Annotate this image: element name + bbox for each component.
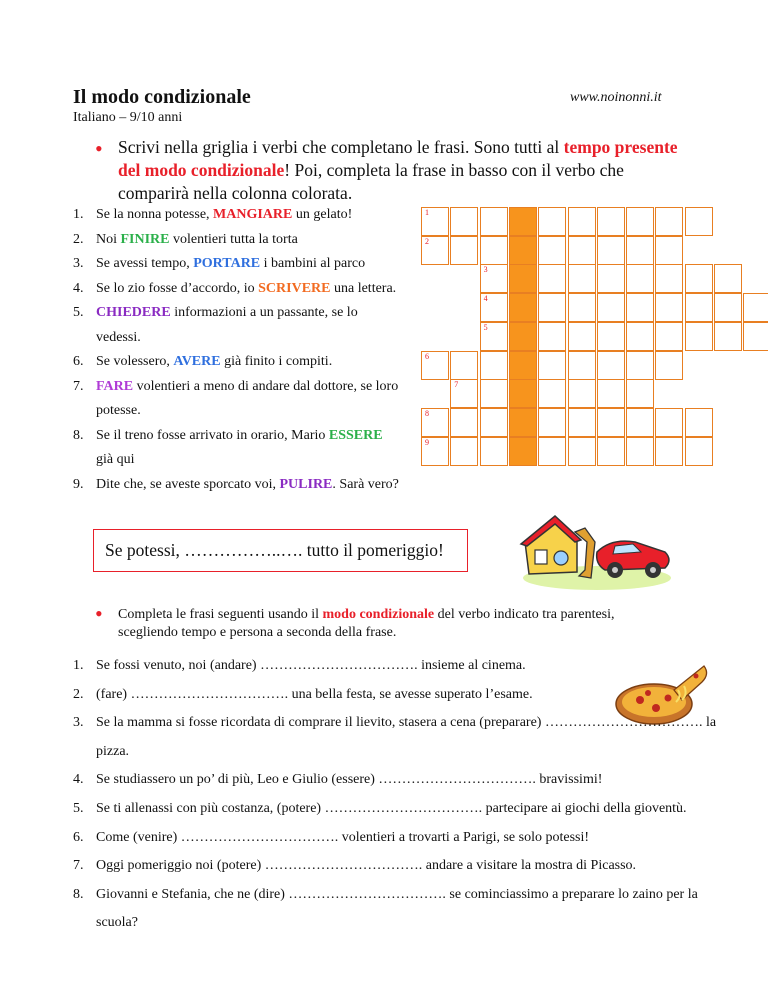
exercise-number: 4.	[73, 772, 84, 788]
grid-cell[interactable]	[626, 264, 654, 293]
grid-cell[interactable]	[626, 379, 654, 408]
clue-text	[96, 375, 403, 424]
grid-cell[interactable]	[626, 207, 654, 236]
grid-row-number: 4	[483, 294, 488, 304]
clue-post: un gelato!	[292, 207, 353, 222]
grid-cell[interactable]	[655, 293, 683, 322]
exercise-number: 8.	[73, 886, 84, 902]
clue-verb: CHIEDERE	[96, 305, 171, 320]
grid-cell[interactable]	[538, 293, 566, 322]
grid-cell[interactable]	[568, 322, 596, 351]
grid-cell[interactable]	[655, 264, 683, 293]
grid-cell[interactable]	[685, 408, 713, 437]
clue-pre: Dite che, se aveste sporcato voi,	[96, 476, 280, 492]
exercise-text: (fare) ……………………………. una bella festa, se avesse superato l’esame.	[96, 686, 533, 702]
clue-verb: AVERE	[173, 354, 221, 369]
exercise-text: Se la mamma si fosse ricordata di comprare il lievito, stasera a cena (preparare) ……………………………. la pizza.	[96, 715, 717, 759]
clue-number: 9.	[73, 476, 84, 492]
exercise-number: 1.	[73, 658, 84, 673]
bullet-icon: •	[95, 136, 103, 161]
grid-cell[interactable]	[597, 293, 625, 322]
grid-cell[interactable]	[568, 408, 596, 437]
grid-cell[interactable]	[685, 293, 713, 322]
clue-number: 7.	[73, 378, 84, 394]
grid-cell[interactable]	[685, 437, 713, 466]
clue-post: già finito i compiti.	[220, 354, 333, 369]
grid-cell[interactable]	[655, 437, 683, 466]
grid-cell[interactable]	[538, 351, 566, 380]
clue-pre: Se avessi tempo,	[96, 256, 194, 271]
grid-cell[interactable]	[597, 207, 625, 236]
instruction-2	[118, 606, 618, 642]
exercise-number: 5.	[73, 800, 84, 816]
grid-cell[interactable]	[450, 351, 478, 380]
grid-row-number: 2	[425, 236, 429, 246]
exercise-text: Se studiassero un po’ di più, Leo e Giulio (essere) ……………………………. bravissimi!	[96, 772, 603, 788]
toys-clipart-icon	[515, 512, 675, 592]
clue-number: 2.	[73, 231, 84, 247]
grid-cell[interactable]	[480, 379, 508, 408]
grid-cell[interactable]	[480, 236, 508, 265]
exercise-number: 3.	[73, 715, 84, 731]
clue-item	[73, 375, 403, 424]
clue-verb: PULIRE	[279, 476, 333, 492]
clue-post: già qui	[96, 452, 135, 467]
exercise-item	[73, 709, 723, 766]
clue-number: 4.	[73, 280, 84, 296]
exercise-item	[73, 681, 723, 710]
clue-verb: FINIRE	[120, 231, 170, 247]
clue-item	[73, 424, 403, 473]
grid-cell-highlight[interactable]	[509, 207, 537, 236]
clue-number: 6.	[73, 354, 84, 369]
clue-pre: Se il treno fosse arrivato in orario, Mario	[96, 427, 329, 443]
clue-item	[73, 350, 403, 375]
grid-cell[interactable]	[655, 207, 683, 236]
clue-text	[96, 228, 298, 253]
grid-row-number: 7	[454, 380, 459, 390]
clue-item	[73, 277, 403, 302]
grid-cell[interactable]	[568, 236, 596, 265]
exercise-item	[73, 852, 723, 881]
grid-cell[interactable]	[568, 264, 596, 293]
clue-item	[73, 228, 403, 253]
clue-post: volentieri a meno di andare dal dottore, se loro potesse.	[96, 378, 399, 418]
grid-cell[interactable]	[568, 293, 596, 322]
grid-cell[interactable]	[568, 437, 596, 466]
grid-cell[interactable]	[655, 408, 683, 437]
clue-pre: Se lo zio fosse d’accordo, io	[96, 280, 259, 296]
grid-cell[interactable]	[538, 207, 566, 236]
clue-number: 3.	[73, 256, 84, 271]
clue-verb: ESSERE	[328, 427, 383, 443]
clue-pre: Se volessero,	[96, 354, 174, 369]
grid-cell[interactable]	[480, 408, 508, 437]
grid-cell[interactable]	[538, 236, 566, 265]
exercise-item	[73, 824, 723, 853]
instruction-2-after: del verbo indicato tra parentesi, scegliendo tempo e persona a seconda della frase.	[118, 607, 615, 640]
grid-row-number: 1	[425, 208, 429, 217]
grid-row-number: 8	[425, 408, 429, 418]
exercise-text: Se ti allenassi con più costanza, (potere) ……………………………. partecipare ai giochi della gioventù.	[96, 800, 687, 816]
clue-text	[96, 350, 332, 375]
clue-text	[96, 473, 399, 498]
grid-cell[interactable]	[450, 236, 478, 265]
exercise-number: 2.	[73, 686, 84, 702]
exercise-text: Come (venire) ……………………………. volentieri a trovarti a Parigi, se solo potessi!	[96, 829, 590, 845]
clue-post: . Sarà vero?	[332, 476, 399, 492]
grid-cell[interactable]	[597, 322, 625, 351]
grid-cell[interactable]	[480, 207, 508, 236]
clue-verb: MANGIARE	[213, 207, 293, 222]
clue-item	[73, 473, 403, 498]
grid-cell[interactable]	[597, 351, 625, 380]
clue-text	[96, 301, 403, 350]
grid-cell[interactable]	[480, 351, 508, 380]
clue-list	[73, 203, 403, 497]
clue-text	[96, 203, 352, 228]
grid-cell[interactable]	[743, 293, 768, 322]
clue-item	[73, 203, 403, 228]
instruction-1-after: ! Poi, completa la frase in basso con il verbo che comparirà nella colonna colorata.	[118, 160, 624, 203]
grid-row-number: 9	[425, 437, 429, 447]
grid-cell-highlight[interactable]	[509, 437, 537, 466]
grid-cell-highlight[interactable]	[509, 264, 537, 293]
grid-cell[interactable]	[597, 379, 625, 408]
clue-number: 8.	[73, 427, 84, 443]
exercise-item	[73, 795, 723, 824]
grid-cell[interactable]	[538, 322, 566, 351]
clue-post: una lettera.	[330, 280, 397, 296]
instruction-1-before: Scrivi nella griglia i verbi che completano le frasi. Sono tutti al	[118, 137, 564, 157]
grid-cell[interactable]	[626, 408, 654, 437]
grid-cell[interactable]	[568, 207, 596, 236]
grid-cell[interactable]	[597, 408, 625, 437]
grid-cell[interactable]	[538, 437, 566, 466]
grid-cell[interactable]	[568, 379, 596, 408]
grid-cell[interactable]	[714, 264, 742, 293]
page-subtitle: Italiano – 9/10 anni	[73, 110, 183, 125]
grid-cell-highlight[interactable]	[509, 408, 537, 437]
bullet-icon: •	[95, 601, 103, 626]
clue-verb: PORTARE	[193, 256, 261, 271]
exercise-list	[73, 652, 723, 938]
clue-post: i bambini al parco	[260, 256, 366, 271]
clue-item	[73, 252, 403, 277]
grid-cell[interactable]	[568, 351, 596, 380]
page-title: Il modo condizionale	[73, 86, 251, 108]
clue-text	[96, 277, 396, 302]
clue-text	[96, 424, 403, 473]
instruction-1-highlight: tempo presente del modo condizionale	[118, 137, 678, 180]
clue-post: informazioni a un passante, se lo vedessi.	[96, 305, 358, 345]
grid-row-number: 6	[425, 351, 429, 361]
grid-cell-highlight[interactable]	[509, 379, 537, 408]
exercise-number: 7.	[73, 858, 84, 874]
exercise-text: Oggi pomeriggio noi (potere) ……………………………. andare a visitare la mostra di Picasso.	[96, 858, 637, 874]
instruction-1	[118, 136, 678, 205]
grid-cell[interactable]	[685, 322, 713, 351]
grid-cell[interactable]	[626, 293, 654, 322]
clue-number: 5.	[73, 305, 84, 320]
exercise-text: Se fossi venuto, noi (andare) ……………………………. insieme al cinema.	[96, 658, 526, 673]
instruction-2-before: Completa le frasi seguenti usando il	[118, 607, 323, 622]
grid-cell[interactable]	[450, 408, 478, 437]
grid-cell[interactable]	[714, 322, 742, 351]
grid-cell[interactable]	[538, 264, 566, 293]
grid-cell[interactable]	[450, 207, 478, 236]
grid-cell[interactable]	[597, 236, 625, 265]
instruction-2-highlight: modo condizionale	[322, 607, 435, 622]
site-url: www.noinonni.it	[570, 90, 662, 105]
grid-cell[interactable]	[685, 207, 713, 236]
grid-cell-highlight[interactable]	[509, 322, 537, 351]
grid-cell[interactable]	[626, 351, 654, 380]
grid-cell[interactable]	[655, 351, 683, 380]
exercise-item	[73, 881, 723, 938]
clue-item	[73, 301, 403, 350]
clue-pre: Se la nonna potesse,	[96, 207, 214, 222]
grid-cell[interactable]	[685, 264, 713, 293]
grid-cell-highlight[interactable]	[509, 293, 537, 322]
clue-text	[96, 252, 365, 277]
grid-cell-highlight[interactable]	[509, 351, 537, 380]
grid-cell[interactable]	[626, 437, 654, 466]
grid-cell[interactable]	[538, 408, 566, 437]
grid-cell[interactable]	[714, 293, 742, 322]
grid-cell[interactable]	[597, 264, 625, 293]
clue-pre: Noi	[96, 231, 121, 247]
clue-verb: SCRIVERE	[258, 280, 331, 296]
clue-verb: FARE	[96, 378, 134, 394]
exercise-item	[73, 652, 723, 681]
grid-cell[interactable]	[538, 379, 566, 408]
grid-cell[interactable]	[743, 322, 768, 351]
grid-cell[interactable]	[450, 437, 478, 466]
grid-row-number: 5	[483, 322, 488, 332]
clue-number: 1.	[73, 207, 84, 222]
exercise-number: 6.	[73, 829, 84, 845]
exercise-item	[73, 766, 723, 795]
grid-cell-highlight[interactable]	[509, 236, 537, 265]
answer-sentence-box: Se potessi, ……………..…. tutto il pomeriggio!	[93, 529, 468, 572]
grid-cell[interactable]	[626, 236, 654, 265]
clue-post: volentieri tutta la torta	[169, 231, 298, 247]
grid-cell[interactable]	[626, 322, 654, 351]
exercise-text: Giovanni e Stefania, che ne (dire) ……………………………. se cominciassimo a preparare lo zaino per la scuola?	[96, 886, 698, 931]
grid-cell[interactable]	[655, 236, 683, 265]
grid-cell[interactable]	[655, 322, 683, 351]
grid-cell[interactable]	[480, 437, 508, 466]
grid-cell[interactable]	[597, 437, 625, 466]
grid-row-number: 3	[483, 265, 488, 275]
